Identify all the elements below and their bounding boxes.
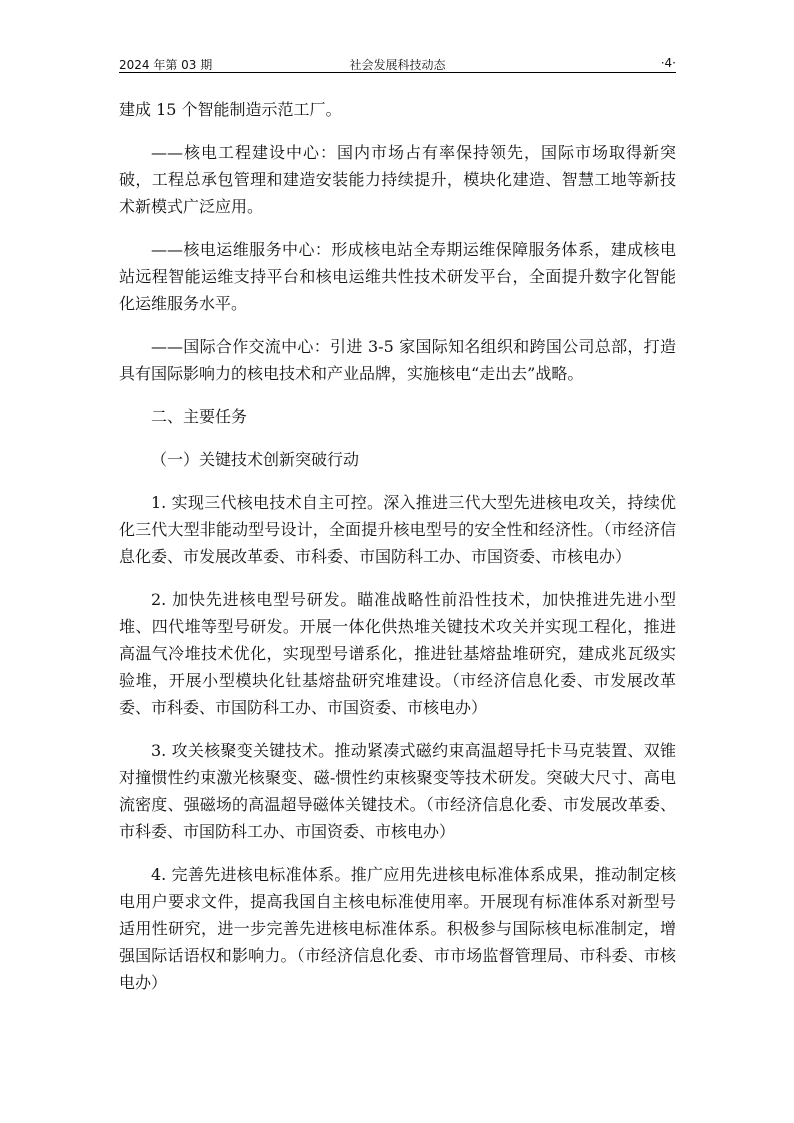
journal-title: 社会发展科技动态 xyxy=(349,58,446,72)
paragraph-continuation: 建成 15 个智能制造示范工厂。 xyxy=(119,100,342,119)
task-item-1: 1. 实现三代核电技术自主可控。深入推进三代大型先进核电攻关，持续优化三代大型非能动型号设计，全面提升核电型号的安全性和经济性。（市经济信息化委、市发展改革委、市科委、市国防科工办、市国资委、市核电办） xyxy=(119,493,676,566)
task-item-2: 2. 加快先进核电型号研发。瞄准战略性前沿性技术，加快推进先进小型堆、四代堆等型号研发。开展一体化供热堆关键技术攻关并实现工程化，推进高温气冷堆技术优化，实现型号谱系化，推进钍基熔盐堆研究，建成兆瓦级实验堆，开展小型模块化钍基熔盐研究堆建设。（市经济信息化委、市发展改革委、市科委、市国防科工办、市国资委、市核电办） xyxy=(119,590,676,717)
page-number: ·4· xyxy=(660,56,676,70)
paragraph-international-center: ——国际合作交流中心：引进 3-5 家国际知名组织和跨国公司总部，打造具有国际影响力的核电技术和产业品牌，实施核电“走出去”战略。 xyxy=(119,337,676,383)
header-rule xyxy=(119,72,676,73)
paragraph-operations-center: ——核电运维服务中心：形成核电站全寿期运维保障服务体系，建成核电站远程智能运维支持平台和核电运维共性技术研发平台，全面提升数字化智能化运维服务水平。 xyxy=(119,240,676,313)
issue-label: 2024 年第 03 期 xyxy=(119,58,213,72)
page-header xyxy=(119,52,676,72)
paragraph-engineering-center: ——核电工程建设中心：国内市场占有率保持领先，国际市场取得新突破，工程总承包管理和建造安装能力持续提升，模块化建造、智慧工地等新技术新模式广泛应用。 xyxy=(119,143,676,216)
task-item-4: 4. 完善先进核电标准体系。推广应用先进核电标准体系成果，推动制定核电用户要求文件，提高我国自主核电标准使用率。开展现有标准体系对新型号适用性研究，进一步完善先进核电标准体系。积极参与国际核电标准制定，增强国际话语权和影响力。（市经济信息化委、市市场监督管理局、市科委、市核电办） xyxy=(119,865,676,992)
subsection-heading: （一）关键技术创新突破行动 xyxy=(151,450,360,469)
task-item-3: 3. 攻关核聚变关键技术。推动紧凑式磁约束高温超导托卡马克装置、双锥对撞惯性约束激光核聚变、磁-惯性约束核聚变等技术研发。突破大尺寸、高电流密度、强磁场的高温超导磁体关键技术。（市经济信息化委、市发展改革委、市科委、市国防科工办、市国资委、市核电办） xyxy=(119,741,676,841)
document-body xyxy=(119,96,676,1012)
section-heading: 二、主要任务 xyxy=(151,407,248,426)
